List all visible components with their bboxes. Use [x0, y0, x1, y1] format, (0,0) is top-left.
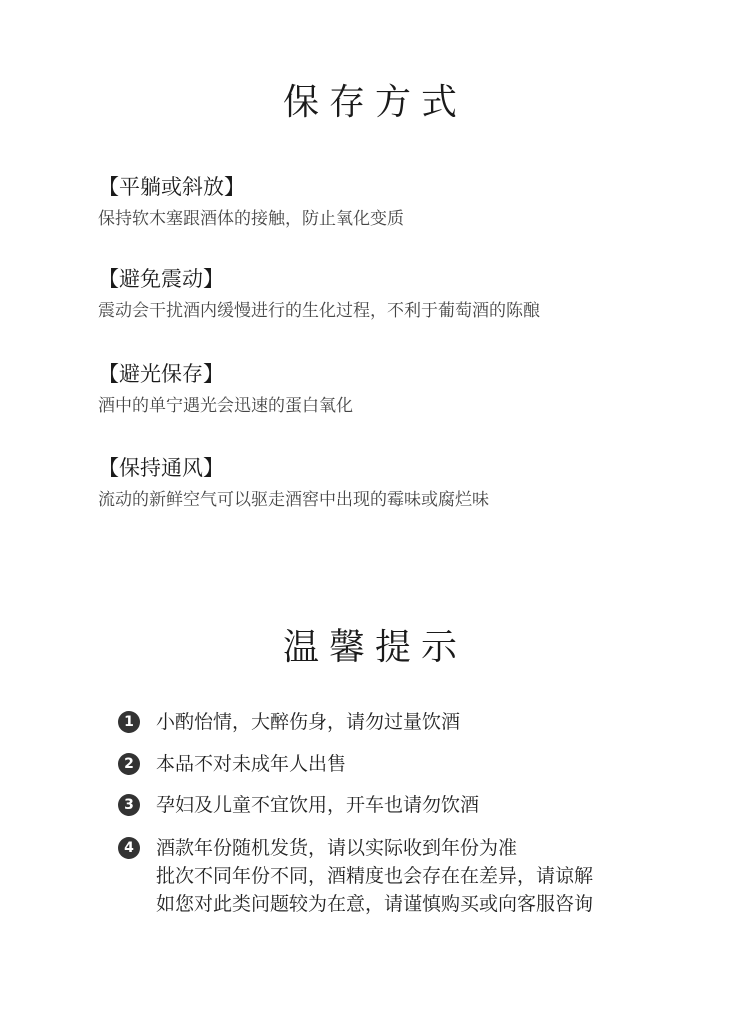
tips-section-title: 温馨提示: [282, 627, 467, 668]
tip-item: [118, 708, 718, 736]
tip-text: 孕妇及儿童不宜饮用，开车也请勿饮酒: [156, 794, 480, 816]
storage-item-avoid-vibration: [98, 264, 718, 324]
storage-item-heading: 【平躺或斜放】: [98, 175, 245, 199]
tip-text: 本品不对未成年人出售: [156, 753, 347, 775]
tip-item: [118, 834, 718, 918]
number-badge-icon: 2: [118, 753, 140, 775]
storage-item-ventilation: [98, 453, 718, 513]
storage-item-heading: 【保持通风】: [98, 456, 224, 480]
tip-text: 小酌怡情，大醉伤身，请勿过量饮酒: [156, 711, 461, 733]
tip-item: [118, 791, 718, 819]
tip-text: 批次不同年份不同，酒精度也会存在在差异，请谅解: [156, 865, 594, 887]
number-badge-icon: 1: [118, 711, 140, 733]
tip-text: 酒款年份随机发货，请以实际收到年份为准: [156, 837, 518, 859]
storage-item-avoid-light: [98, 359, 718, 419]
storage-item-desc: 流动的新鲜空气可以驱走酒窖中出现的霉味或腐烂味: [98, 490, 489, 510]
storage-item-lay-flat: [98, 172, 718, 232]
storage-item-desc: 保持软木塞跟酒体的接触，防止氧化变质: [98, 209, 404, 229]
tip-item: [118, 750, 718, 778]
number-badge-icon: 3: [118, 794, 140, 816]
storage-item-heading: 【避光保存】: [98, 362, 224, 386]
storage-item-desc: 酒中的单宁遇光会迅速的蛋白氧化: [98, 396, 353, 416]
storage-section-title: 保存方式: [282, 82, 467, 123]
storage-item-heading: 【避免震动】: [98, 267, 224, 291]
storage-item-desc: 震动会干扰酒内缓慢进行的生化过程，不利于葡萄酒的陈酿: [98, 301, 540, 321]
tip-text: 如您对此类问题较为在意，请谨慎购买或向客服咨询: [156, 893, 594, 915]
number-badge-icon: 4: [118, 837, 140, 859]
